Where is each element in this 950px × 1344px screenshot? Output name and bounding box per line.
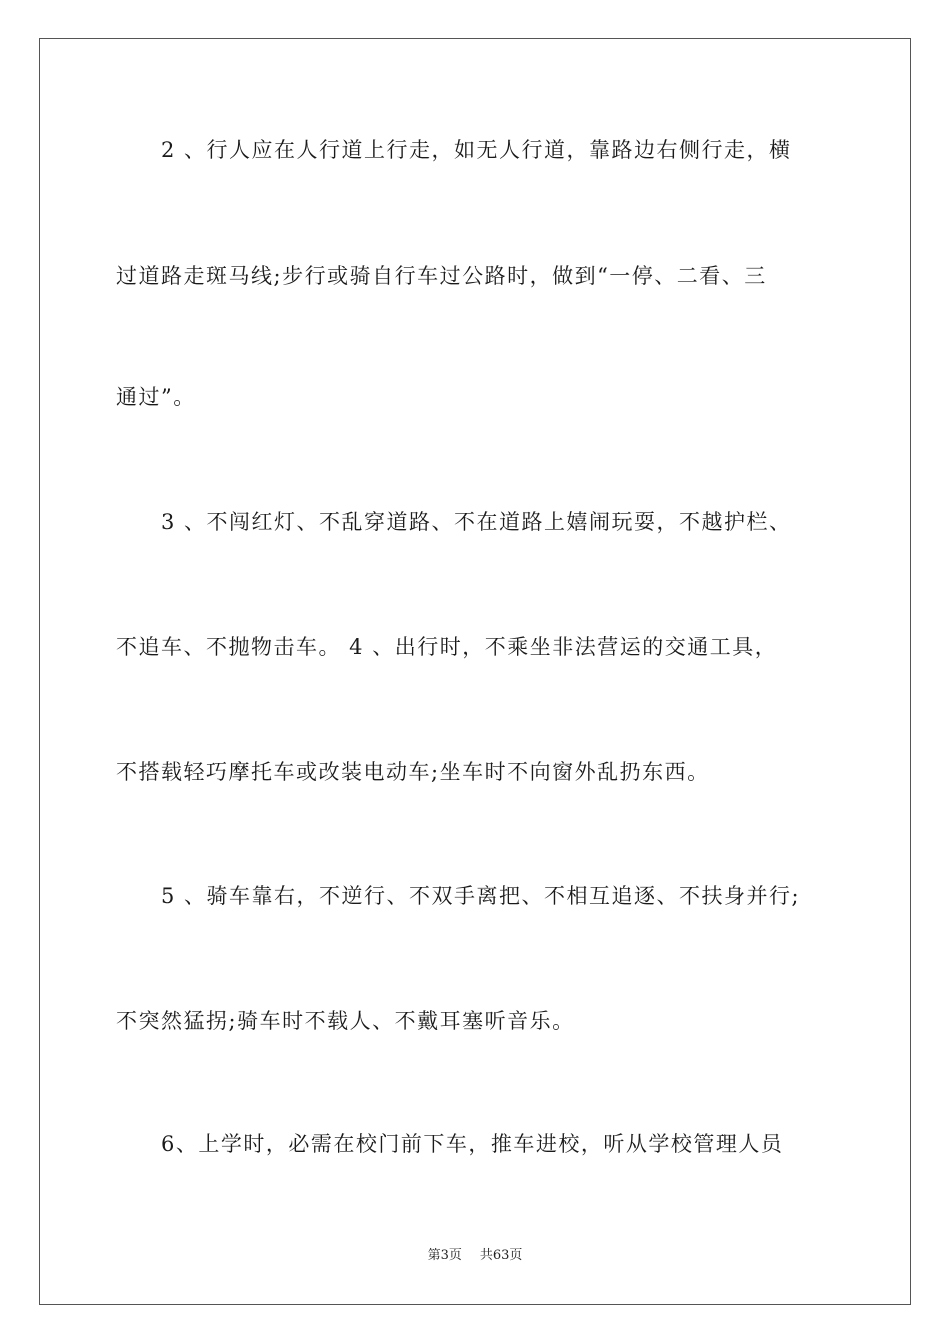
text-line: 5 、骑车靠右，不逆行、不双手离把、不相互追逐、不扶身并行;: [116, 884, 801, 908]
page-total: 共63页: [479, 1248, 523, 1263]
text-line: 不突然猛拐;骑车时不载人、不戴耳塞听音乐。: [116, 1009, 575, 1033]
text-line: 2 、行人应在人行道上行走，如无人行道，靠路边右侧行走，横: [116, 138, 792, 162]
text-line: 6、上学时，必需在校门前下车，推车进校，听从学校管理人员: [116, 1132, 784, 1156]
text-line: 不搭载轻巧摩托车或改装电动车;坐车时不向窗外乱扔东西。: [116, 760, 710, 784]
page-footer: [0, 1244, 950, 1263]
page-number: 第3页: [427, 1248, 462, 1263]
text-line: 不追车、不抛物击车。 4 、出行时，不乘坐非法营运的交通工具，: [116, 635, 778, 659]
page-border: [39, 38, 911, 1305]
text-line: 3 、不闯红灯、不乱穿道路、不在道路上嬉闹玩耍，不越护栏、: [116, 510, 792, 534]
text-line: 过道路走斑马线;步行或骑自行车过公路时，做到“一停、二看、三: [116, 264, 767, 288]
text-line: 通过”。: [116, 385, 196, 409]
